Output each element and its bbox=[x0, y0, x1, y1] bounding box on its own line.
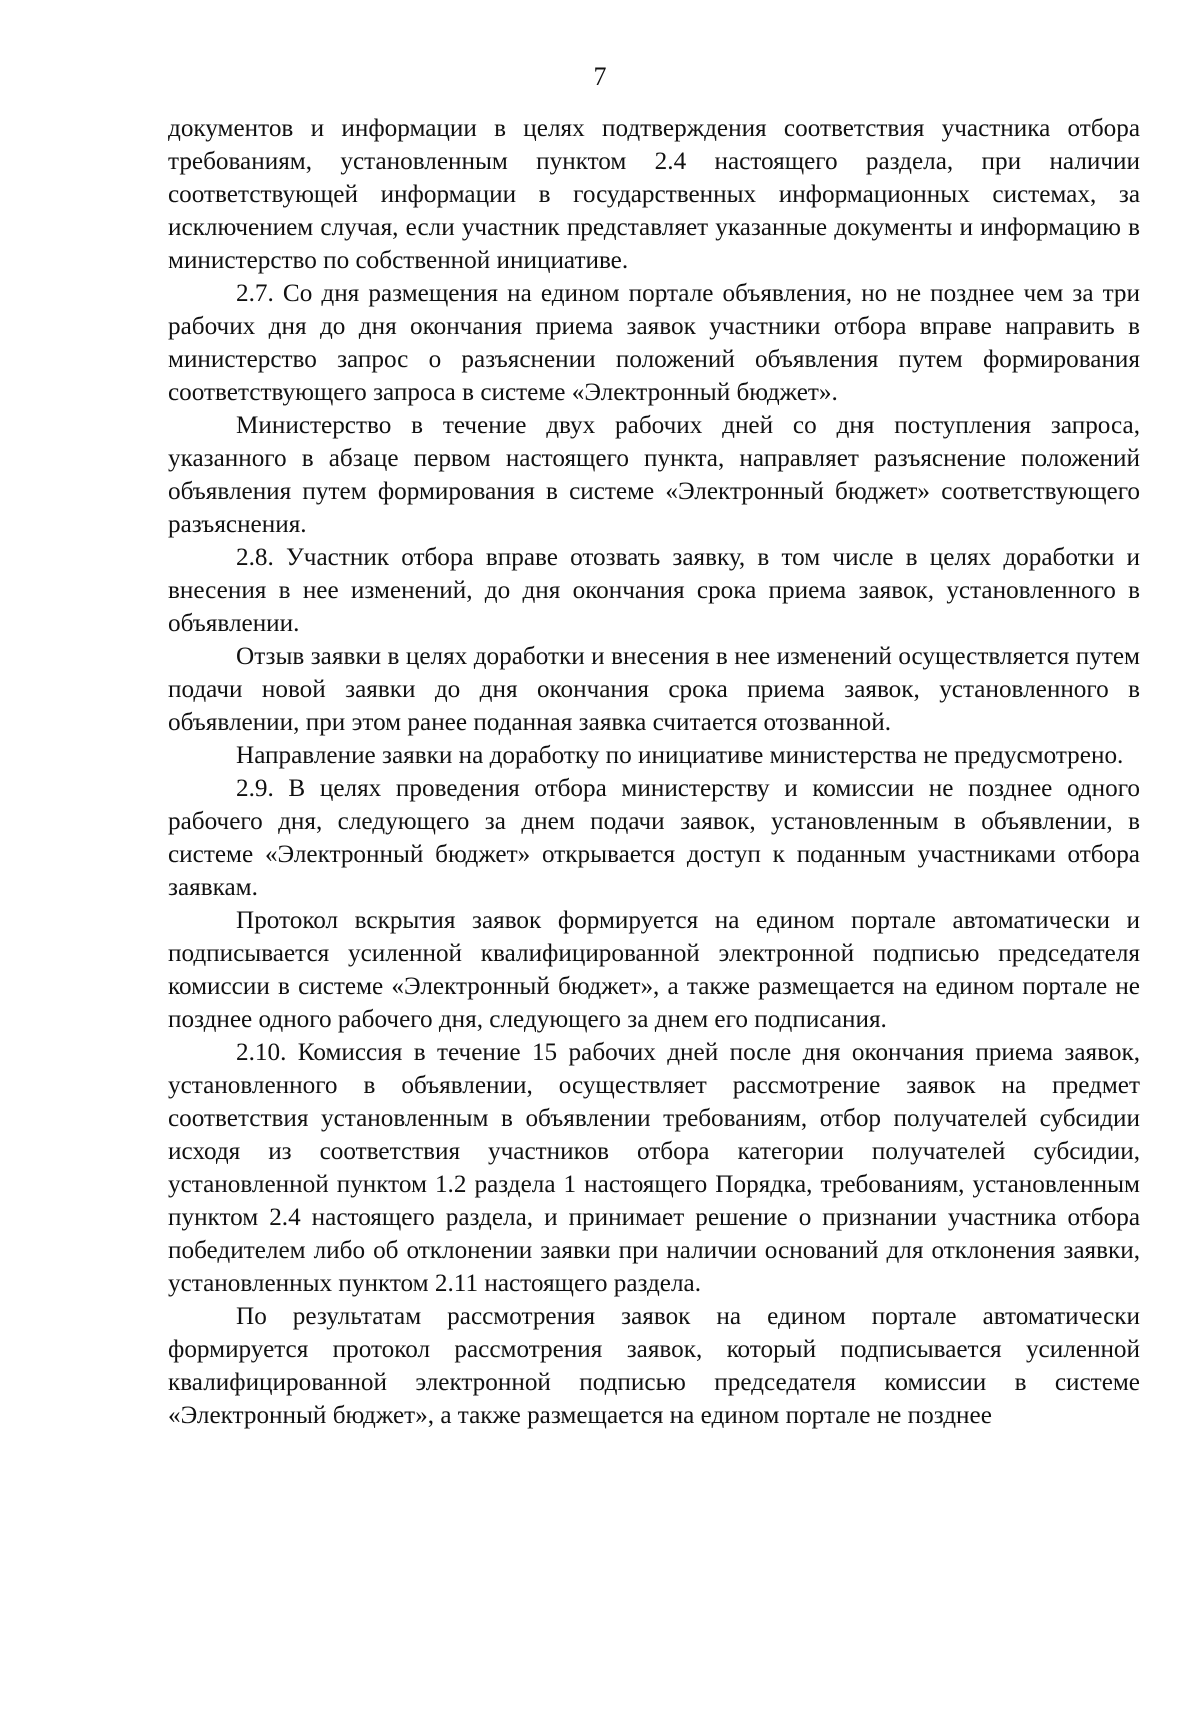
paragraph-2-7-clarification: Министерство в течение двух рабочих дней со дня поступления запроса, указанного в абзаце первом настоящего пункта, направляет разъяснение положений объявления путем формирования в системе «Электронный бюджет» соответствующего разъяснения. bbox=[168, 412, 1140, 538]
document-body bbox=[168, 112, 1140, 1432]
paragraph-1: документов и информации в целях подтверждения соответствия участника отбора требованиям, установленным пунктом 2.4 настоящего раздела, при наличии соответствующей информации в государственных информационных системах, за исключением случая, если участник представляет указанные документы и информацию в министерство по собственной инициативе. bbox=[168, 115, 1140, 274]
paragraph-2-8: 2.8. Участник отбора вправе отозвать заявку, в том числе в целях доработки и внесения в нее изменений, до дня окончания срока приема заявок, установленного в объявлении. bbox=[168, 544, 1140, 637]
paragraph-2-8-revision: Направление заявки на доработку по инициативе министерства не предусмотрено. bbox=[236, 742, 1124, 769]
paragraph-2-9-protocol: Протокол вскрытия заявок формируется на едином портале автоматически и подписывается усиленной квалифицированной электронной подписью председателя комиссии в системе «Электронный бюджет», а также размещается на едином портале не позднее одного рабочего дня, следующего за днем его подписания. bbox=[168, 907, 1140, 1033]
paragraph-2-9: 2.9. В целях проведения отбора министерству и комиссии не позднее одного рабочего дня, следующего за днем подачи заявок, установленным в объявлении, в системе «Электронный бюджет» открывается доступ к поданным участниками отбора заявкам. bbox=[168, 775, 1140, 901]
paragraph-2-10: 2.10. Комиссия в течение 15 рабочих дней после дня окончания приема заявок, установленного в объявлении, осуществляет рассмотрение заявок на предмет соответствия установленным в объявлении требованиям, отбор получателей субсидии исходя из соответствия участников отбора категории получателей субсидии, установленной пунктом 1.2 раздела 1 настоящего Порядка, требованиям, установленным пунктом 2.4 настоящего раздела, и принимает решение о признании участника отбора победителем либо об отклонении заявки при наличии оснований для отклонения заявки, установленных пунктом 2.11 настоящего раздела. bbox=[168, 1039, 1140, 1297]
paragraph-2-10-results: По результатам рассмотрения заявок на едином портале автоматически формируется протокол рассмотрения заявок, который подписывается усиленной квалифицированной электронной подписью председателя комиссии в системе «Электронный бюджет», а также размещается на едином портале не позднее bbox=[168, 1303, 1140, 1429]
paragraph-2-8-withdrawal: Отзыв заявки в целях доработки и внесения в нее изменений осуществляется путем подачи новой заявки до дня окончания срока приема заявок, установленного в объявлении, при этом ранее поданная заявка считается отозванной. bbox=[168, 643, 1140, 736]
page-number: 7 bbox=[593, 62, 607, 91]
paragraph-2-7: 2.7. Со дня размещения на едином портале объявления, но не позднее чем за три рабочих дня до дня окончания приема заявок участники отбора вправе направить в министерство запрос о разъяснении положений объявления путем формирования соответствующего запроса в системе «Электронный бюджет». bbox=[168, 280, 1140, 406]
